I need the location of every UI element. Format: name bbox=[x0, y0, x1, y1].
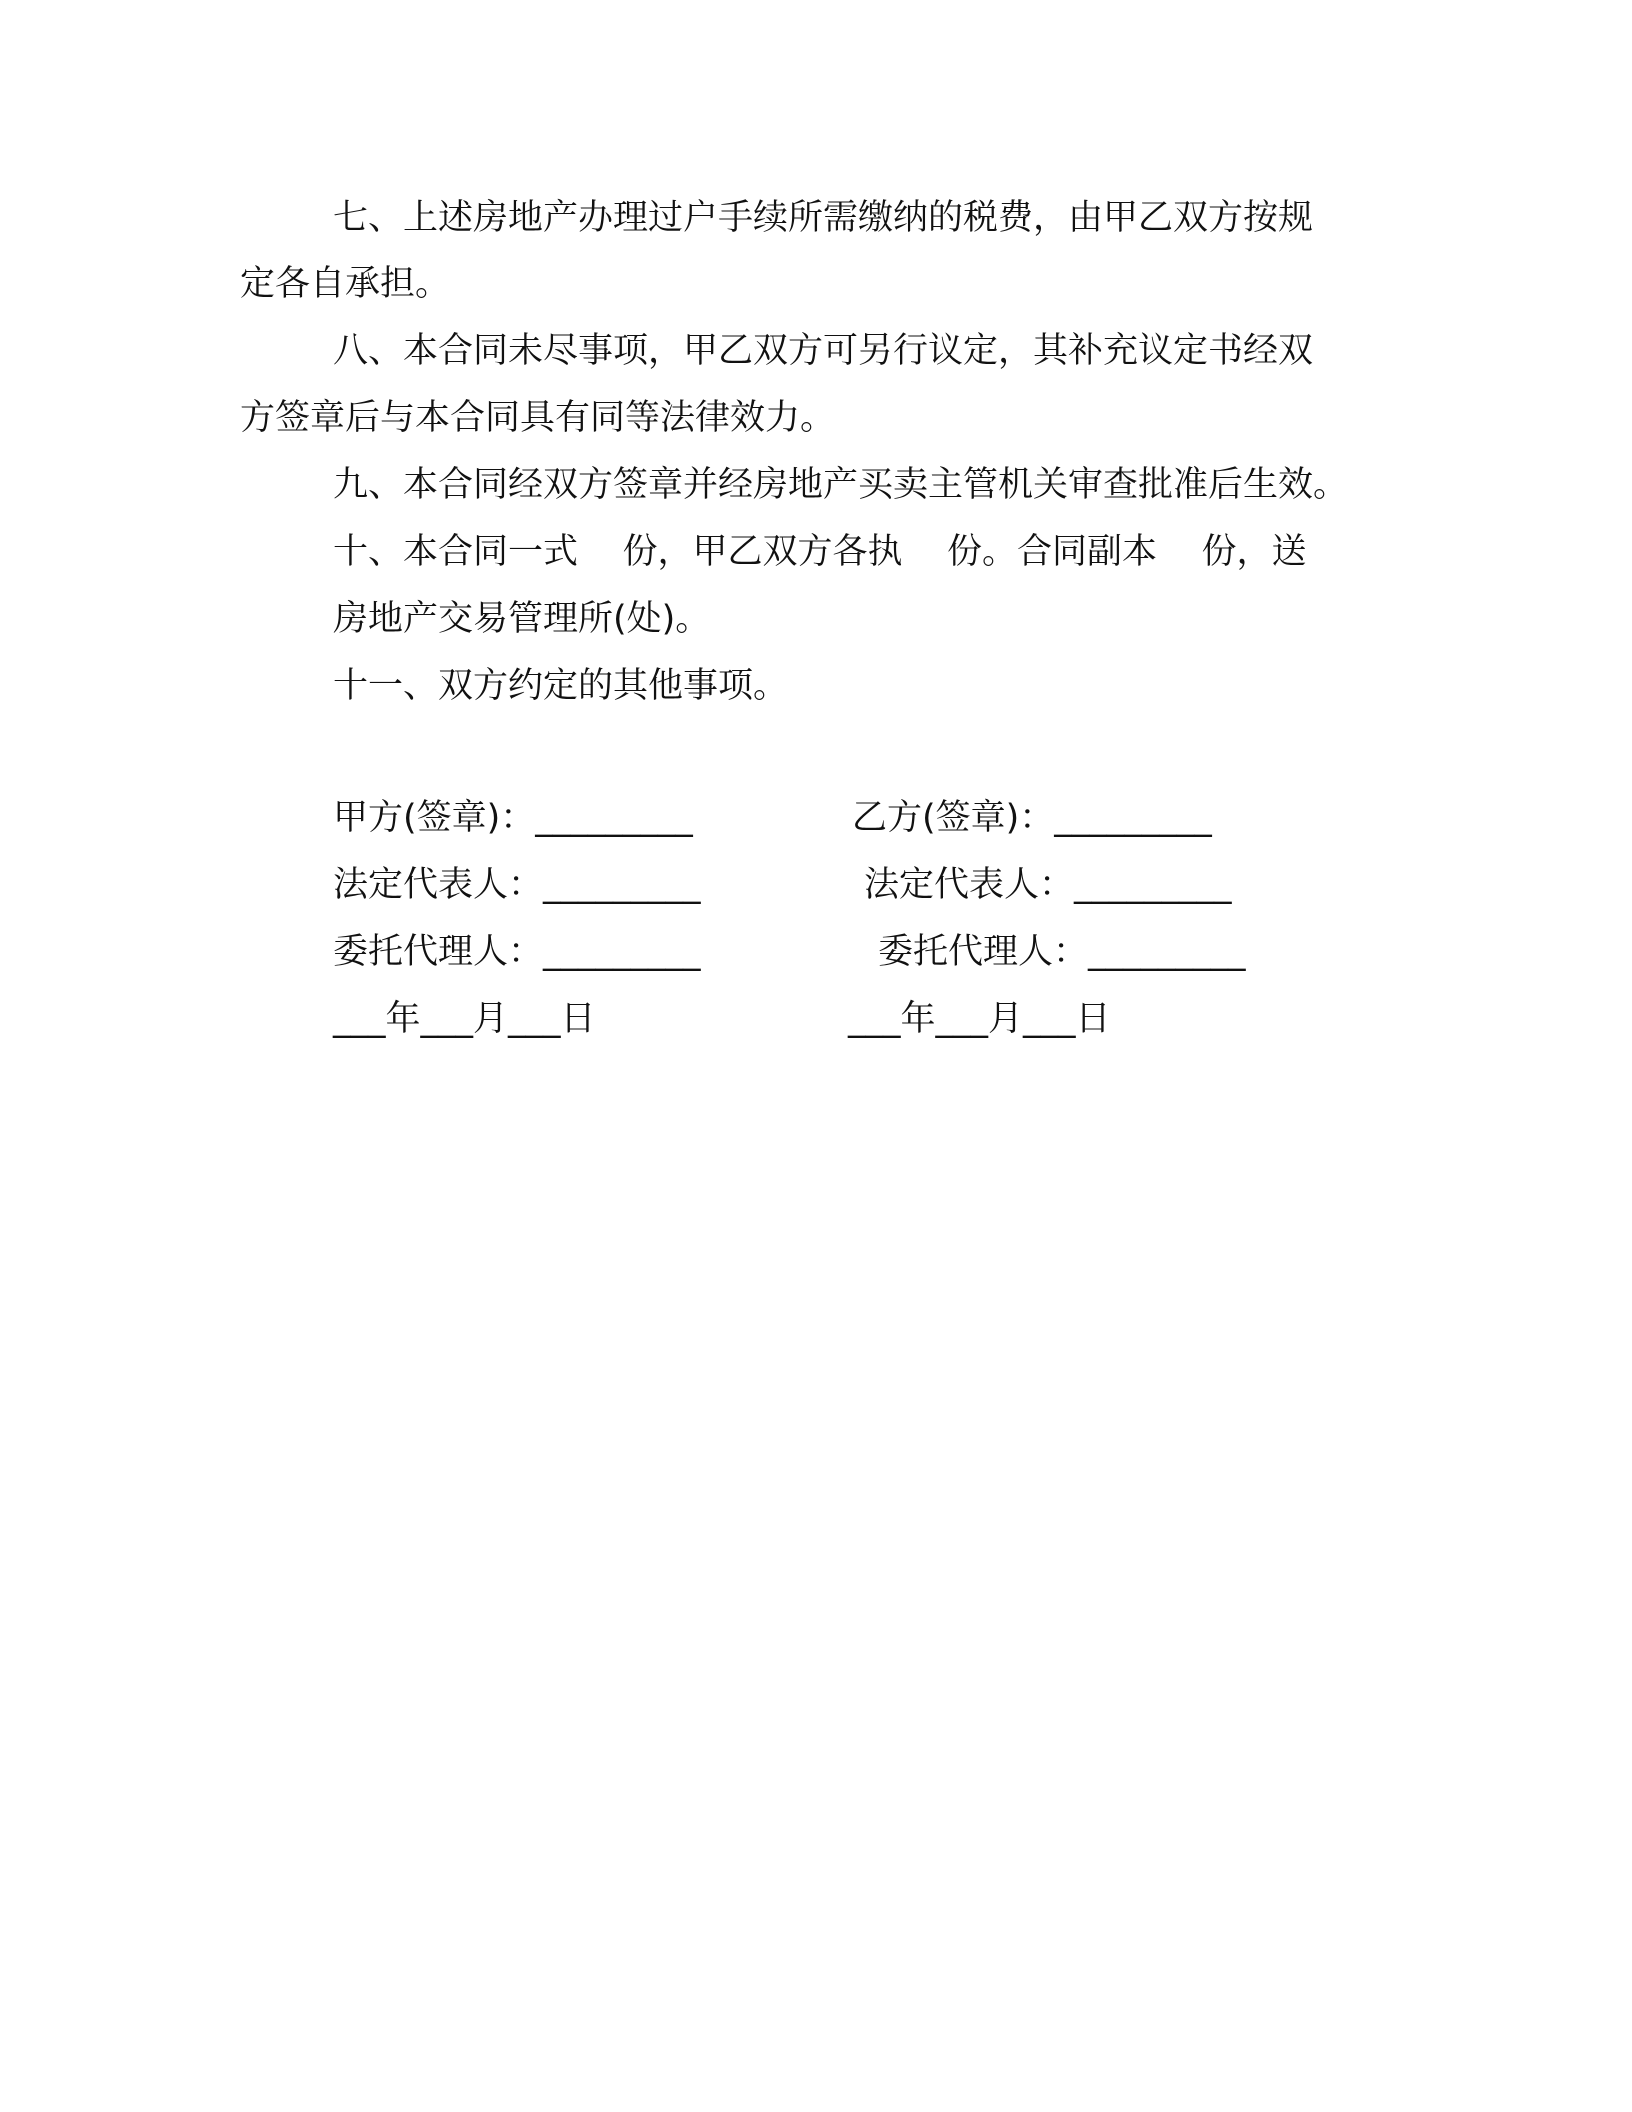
party-a-legal-representative: 法定代表人：_________ bbox=[333, 865, 701, 905]
party-b-signature: 乙方(签章)：_________ bbox=[852, 798, 1212, 838]
party-a-signature: 甲方(签章)：_________ bbox=[333, 798, 693, 838]
clause-seven-line-1: 七、上述房地产办理过户手续所需缴纳的税费，由甲乙双方按规 bbox=[333, 198, 1314, 238]
party-a-agent: 委托代理人：_________ bbox=[333, 932, 701, 972]
clause-nine: 九、本合同经双方签章并经房地产买卖主管机关审查批准后生效。 bbox=[333, 465, 1349, 505]
clause-ten-line-2: 房地产交易管理所(处)。 bbox=[333, 599, 711, 639]
party-b-agent: 委托代理人：_________ bbox=[878, 932, 1246, 972]
party-b-legal-representative: 法定代表人：_________ bbox=[864, 865, 1232, 905]
clause-ten-line-1: 十、本合同一式 份，甲乙双方各执 份。合同副本 份，送 bbox=[333, 532, 1307, 572]
clause-eight-line-2: 方签章后与本合同具有同等法律效力。 bbox=[240, 398, 836, 438]
clause-eleven: 十一、双方约定的其他事项。 bbox=[333, 666, 789, 706]
party-a-date: ___年___月___日 bbox=[333, 999, 596, 1039]
clause-seven-line-2: 定各自承担。 bbox=[240, 264, 451, 304]
clause-eight-line-1: 八、本合同未尽事项，甲乙双方可另行议定，其补充议定书经双 bbox=[333, 331, 1314, 371]
party-b-date: ___年___月___日 bbox=[848, 999, 1111, 1039]
